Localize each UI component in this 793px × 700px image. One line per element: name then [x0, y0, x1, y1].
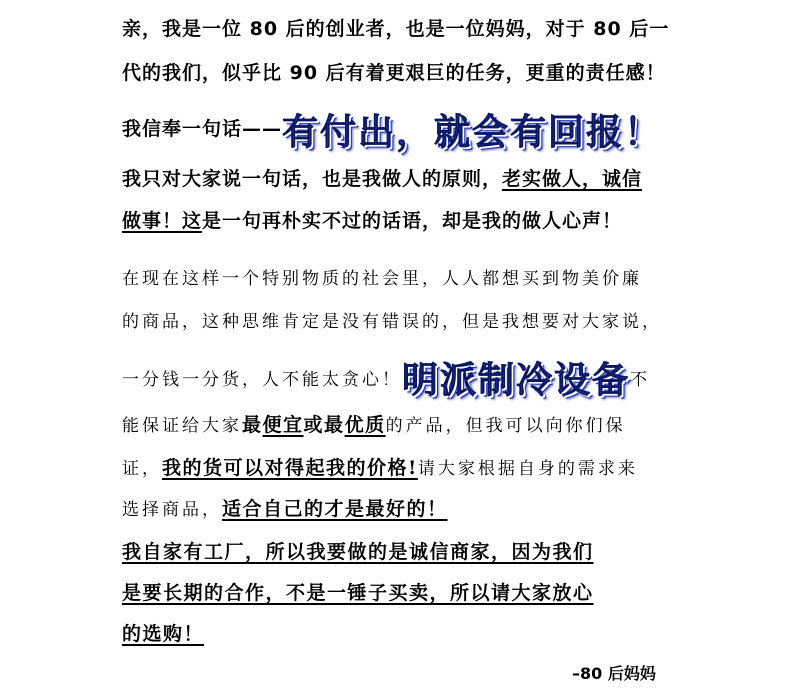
- body-line-5-text: 证，: [122, 459, 162, 479]
- emph-zui-2: 最: [324, 414, 345, 436]
- motto-line: [122, 104, 662, 155]
- body-line-6-text: 选择商品，: [122, 500, 222, 520]
- emph-zui-1: 最: [242, 414, 263, 436]
- body-line-4-text: 能保证给大家: [122, 416, 242, 436]
- body-line-6: [122, 494, 448, 521]
- principle-underlined-2: 做事！这: [122, 210, 203, 232]
- factory-line-3: 的选购！: [122, 623, 205, 645]
- intro-line-2: 代的我们，似乎比 90 后有着更艰巨的任务，更重的责任感！: [122, 62, 666, 84]
- principle-line-2: [122, 206, 622, 233]
- motto-prefix: 我信奉一句话——: [122, 118, 283, 140]
- body-line-5-tail: 请大家根据自身的需求来: [417, 459, 638, 479]
- principle-line-1: [122, 164, 642, 191]
- body-line-4: [122, 410, 626, 437]
- body-line-3: [122, 352, 650, 403]
- emph-cheapest: 便宜: [262, 414, 304, 436]
- body-line-5: [122, 453, 638, 480]
- emph-best-quality: 优质: [344, 414, 386, 436]
- body-line-3-text: 一分钱一分货，人不能太贪心！: [122, 370, 402, 390]
- factory-line-1: 我自家有工厂，所以我要做的是诚信商家，因为我们: [122, 541, 594, 563]
- intro-line-1: 亲，我是一位 80 后的创业者，也是一位妈妈，对于 80 后一: [122, 18, 670, 40]
- principle-underlined: 老实做人，诚信: [502, 168, 643, 190]
- factory-line-2: 是要长期的合作，不是一锤子买卖，所以请大家放心: [122, 582, 594, 604]
- best-fit-slogan: 适合自己的才是最好的！: [222, 498, 448, 520]
- body-line-1: 在现在这样一个特别物质的社会里，人人都想买到物美价廉: [122, 269, 642, 289]
- signature: –80 后妈妈: [572, 664, 656, 683]
- principle-text-2: 是一句再朴实不过的话语，却是我的做人心声！: [202, 210, 623, 232]
- brand-wordart: 明派制冷设备: [402, 360, 631, 401]
- principle-text: 我只对大家说一句话，也是我做人的原则，: [122, 168, 503, 190]
- body-line-4-tail: 的产品，但我可以向你们保: [385, 416, 626, 436]
- motto-wordart: 有付出，就会有回报！: [282, 112, 663, 153]
- emph-or: 或: [303, 414, 325, 436]
- price-promise: 我的货可以对得起我的价格!: [162, 457, 418, 479]
- body-line-2: 的商品，这种思维肯定是没有错误的，但是我想要对大家说，: [122, 312, 662, 332]
- body-line-3-tail: 不: [630, 370, 651, 390]
